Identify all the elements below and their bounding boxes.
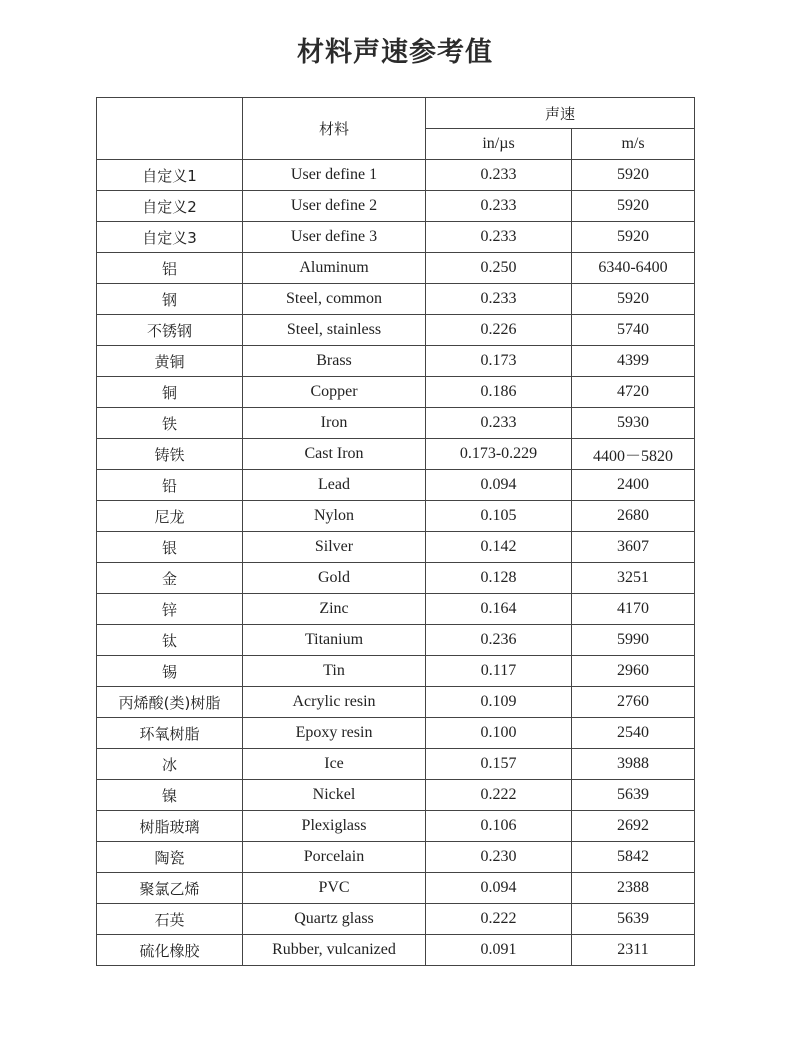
speed-in-per-us-cell: 0.142 [426, 532, 572, 563]
table-row [97, 811, 695, 842]
table-row [97, 935, 695, 966]
table-row [97, 687, 695, 718]
table-row [97, 284, 695, 315]
speed-m-per-s-cell: 2311 [572, 935, 695, 966]
speed-m-per-s-cell: 3607 [572, 532, 695, 563]
speed-in-per-us-cell: 0.222 [426, 904, 572, 935]
material-chinese-cell: 尼龙 [97, 501, 243, 532]
speed-m-per-s-cell: 2680 [572, 501, 695, 532]
table-row [97, 749, 695, 780]
material-english-cell: Titanium [243, 625, 426, 656]
material-english-cell: Aluminum [243, 253, 426, 284]
material-english-cell: User define 1 [243, 160, 426, 191]
speed-m-per-s-cell: 2540 [572, 718, 695, 749]
table-row [97, 160, 695, 191]
speed-in-per-us-cell: 0.233 [426, 191, 572, 222]
material-chinese-cell: 石英 [97, 904, 243, 935]
table-row [97, 904, 695, 935]
speed-m-per-s-cell: 2960 [572, 656, 695, 687]
speed-m-per-s-cell: 5920 [572, 160, 695, 191]
speed-in-per-us-cell: 0.094 [426, 873, 572, 904]
material-english-cell: User define 2 [243, 191, 426, 222]
material-chinese-cell: 铝 [97, 253, 243, 284]
speed-in-per-us-cell: 0.233 [426, 408, 572, 439]
table-row [97, 532, 695, 563]
material-english-cell: Ice [243, 749, 426, 780]
speed-m-per-s-cell: 6340-6400 [572, 253, 695, 284]
material-english-cell: Lead [243, 470, 426, 501]
table-row [97, 253, 695, 284]
speed-m-per-s-cell: 4400－5820 [572, 439, 695, 470]
speed-in-per-us-cell: 0.109 [426, 687, 572, 718]
header-unit-m-per-s: m/s [572, 129, 695, 160]
material-chinese-cell: 冰 [97, 749, 243, 780]
speed-m-per-s-cell: 5639 [572, 904, 695, 935]
material-english-cell: Gold [243, 563, 426, 594]
speed-in-per-us-cell: 0.105 [426, 501, 572, 532]
speed-m-per-s-cell: 2400 [572, 470, 695, 501]
material-chinese-cell: 镍 [97, 780, 243, 811]
material-english-cell: Steel, stainless [243, 315, 426, 346]
speed-m-per-s-cell: 5920 [572, 222, 695, 253]
material-english-cell: Copper [243, 377, 426, 408]
material-chinese-cell: 钢 [97, 284, 243, 315]
material-chinese-cell: 陶瓷 [97, 842, 243, 873]
speed-m-per-s-cell: 3988 [572, 749, 695, 780]
material-chinese-cell: 铜 [97, 377, 243, 408]
material-english-cell: Porcelain [243, 842, 426, 873]
header-row [97, 98, 695, 129]
table-row [97, 842, 695, 873]
speed-in-per-us-cell: 0.091 [426, 935, 572, 966]
material-chinese-cell: 银 [97, 532, 243, 563]
speed-in-per-us-cell: 0.236 [426, 625, 572, 656]
speed-in-per-us-cell: 0.173-0.229 [426, 439, 572, 470]
speed-in-per-us-cell: 0.173 [426, 346, 572, 377]
table-row [97, 191, 695, 222]
speed-in-per-us-cell: 0.230 [426, 842, 572, 873]
table-row [97, 377, 695, 408]
material-english-cell: Cast Iron [243, 439, 426, 470]
speed-m-per-s-cell: 4399 [572, 346, 695, 377]
speed-in-per-us-cell: 0.157 [426, 749, 572, 780]
table-row [97, 718, 695, 749]
speed-in-per-us-cell: 0.186 [426, 377, 572, 408]
speed-m-per-s-cell: 5920 [572, 284, 695, 315]
material-english-cell: Nickel [243, 780, 426, 811]
material-english-cell: Zinc [243, 594, 426, 625]
speed-in-per-us-cell: 0.250 [426, 253, 572, 284]
table-row [97, 873, 695, 904]
speed-m-per-s-cell: 5920 [572, 191, 695, 222]
material-chinese-cell: 树脂玻璃 [97, 811, 243, 842]
table-row [97, 439, 695, 470]
table-row [97, 656, 695, 687]
material-english-cell: Tin [243, 656, 426, 687]
material-english-cell: User define 3 [243, 222, 426, 253]
speed-m-per-s-cell: 5842 [572, 842, 695, 873]
table-row [97, 594, 695, 625]
material-chinese-cell: 黄铜 [97, 346, 243, 377]
speed-m-per-s-cell: 4170 [572, 594, 695, 625]
speed-in-per-us-cell: 0.164 [426, 594, 572, 625]
material-chinese-cell: 铁 [97, 408, 243, 439]
speed-in-per-us-cell: 0.117 [426, 656, 572, 687]
material-english-cell: PVC [243, 873, 426, 904]
table-row [97, 222, 695, 253]
material-english-cell: Rubber, vulcanized [243, 935, 426, 966]
material-english-cell: Acrylic resin [243, 687, 426, 718]
speed-m-per-s-cell: 2760 [572, 687, 695, 718]
material-chinese-cell: 钛 [97, 625, 243, 656]
speed-in-per-us-cell: 0.233 [426, 222, 572, 253]
material-english-cell: Plexiglass [243, 811, 426, 842]
material-english-cell: Silver [243, 532, 426, 563]
table-row [97, 315, 695, 346]
material-chinese-cell: 丙烯酸(类)树脂 [97, 687, 243, 718]
table-row [97, 501, 695, 532]
material-chinese-cell: 金 [97, 563, 243, 594]
speed-in-per-us-cell: 0.222 [426, 780, 572, 811]
speed-m-per-s-cell: 3251 [572, 563, 695, 594]
material-chinese-cell: 锌 [97, 594, 243, 625]
header-material: 材料 [243, 98, 426, 160]
material-english-cell: Nylon [243, 501, 426, 532]
material-chinese-cell: 自定义3 [97, 222, 243, 253]
material-chinese-cell: 环氧树脂 [97, 718, 243, 749]
speed-in-per-us-cell: 0.233 [426, 284, 572, 315]
table-row [97, 625, 695, 656]
table-row [97, 563, 695, 594]
material-english-cell: Quartz glass [243, 904, 426, 935]
speed-m-per-s-cell: 5639 [572, 780, 695, 811]
speed-m-per-s-cell: 2692 [572, 811, 695, 842]
speed-in-per-us-cell: 0.226 [426, 315, 572, 346]
header-speed: 声速 [426, 98, 695, 129]
material-english-cell: Steel, common [243, 284, 426, 315]
speed-m-per-s-cell: 2388 [572, 873, 695, 904]
table-row [97, 780, 695, 811]
material-english-cell: Iron [243, 408, 426, 439]
speed-in-per-us-cell: 0.128 [426, 563, 572, 594]
material-chinese-cell: 硫化橡胶 [97, 935, 243, 966]
material-chinese-cell: 不锈钢 [97, 315, 243, 346]
header-unit-in-per-us: in/µs [426, 129, 572, 160]
sound-speed-table [96, 97, 695, 966]
speed-in-per-us-cell: 0.106 [426, 811, 572, 842]
speed-m-per-s-cell: 5930 [572, 408, 695, 439]
speed-in-per-us-cell: 0.094 [426, 470, 572, 501]
table-body [97, 98, 695, 966]
speed-m-per-s-cell: 5740 [572, 315, 695, 346]
material-chinese-cell: 聚氯乙烯 [97, 873, 243, 904]
header-blank-cell [97, 98, 243, 160]
speed-in-per-us-cell: 0.100 [426, 718, 572, 749]
material-english-cell: Brass [243, 346, 426, 377]
material-chinese-cell: 锡 [97, 656, 243, 687]
material-english-cell: Epoxy resin [243, 718, 426, 749]
material-chinese-cell: 铸铁 [97, 439, 243, 470]
table-row [97, 470, 695, 501]
speed-m-per-s-cell: 4720 [572, 377, 695, 408]
speed-in-per-us-cell: 0.233 [426, 160, 572, 191]
table-row [97, 346, 695, 377]
material-chinese-cell: 铅 [97, 470, 243, 501]
speed-m-per-s-cell: 5990 [572, 625, 695, 656]
material-chinese-cell: 自定义1 [97, 160, 243, 191]
table-row [97, 408, 695, 439]
material-chinese-cell: 自定义2 [97, 191, 243, 222]
page-title: 材料声速参考值 [297, 37, 493, 68]
